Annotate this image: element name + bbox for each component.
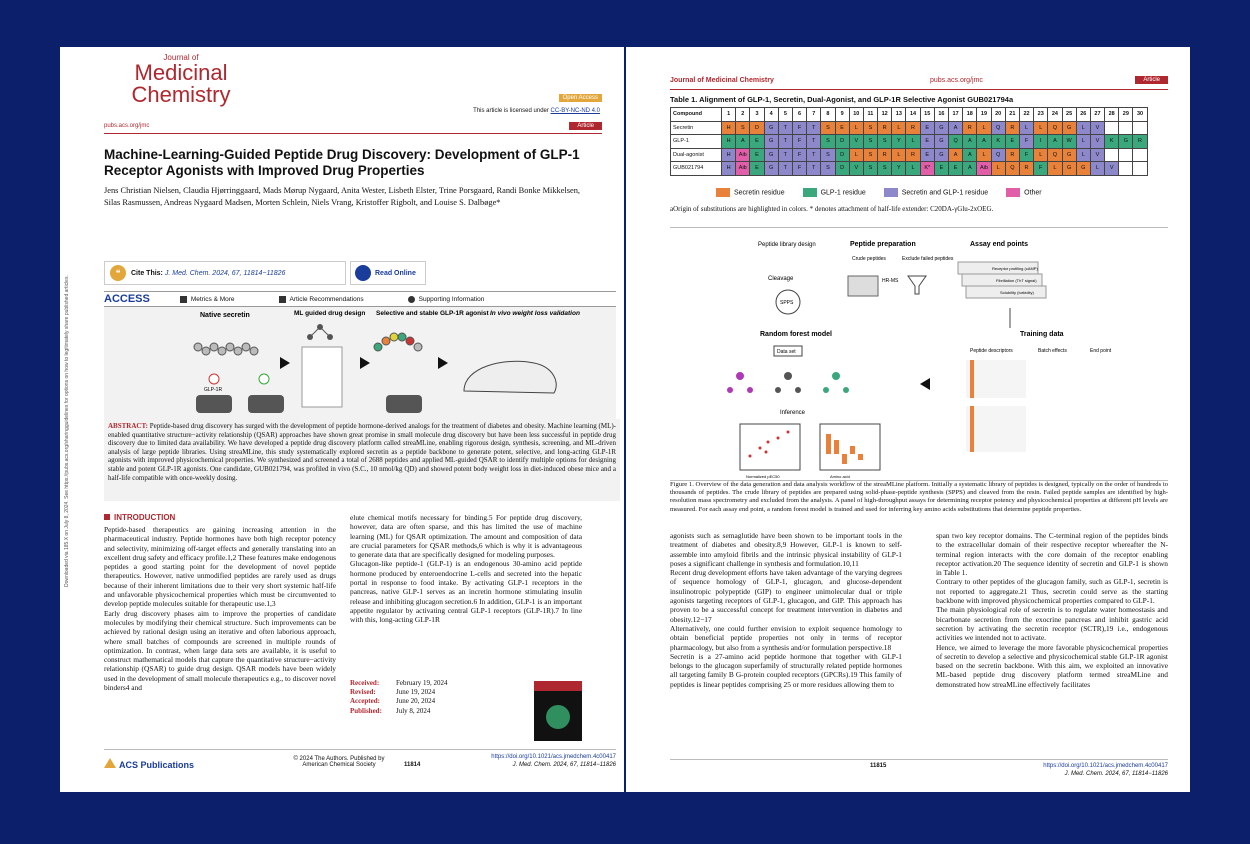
right-footer xyxy=(670,759,1168,777)
legend-label: Secretin residue xyxy=(734,189,785,197)
doi-link[interactable]: https://doi.org/10.1021/acs.jmedchem.4c00417 xyxy=(491,754,616,760)
legend-item xyxy=(884,188,988,197)
table-row xyxy=(671,162,1148,176)
residue-cell: G xyxy=(1119,135,1133,149)
acs-icon xyxy=(104,758,116,768)
residue-cell: A xyxy=(977,135,991,149)
legend-label: Other xyxy=(1024,189,1042,197)
fig-xlab: Normalized pEC50 xyxy=(746,474,780,479)
residue-cell: L xyxy=(1076,121,1090,135)
residue-cell: H xyxy=(722,135,736,149)
residue-cell: F xyxy=(1019,148,1033,162)
residue-cell xyxy=(1133,162,1147,176)
fig-endpoint-label: End point xyxy=(1090,348,1112,354)
residue-cell: H xyxy=(722,148,736,162)
residue-cell: A xyxy=(963,135,977,149)
residue-cell: E xyxy=(920,121,934,135)
residue-cell: L xyxy=(1090,162,1104,176)
residue-cell: Q xyxy=(991,148,1005,162)
residue-cell: L xyxy=(849,121,863,135)
metrics-link[interactable]: Metrics & More xyxy=(180,296,235,303)
table-header-row xyxy=(671,108,1148,122)
toc-ml-label: ML guided drug design xyxy=(294,310,366,317)
residue-cell: Y xyxy=(892,162,906,176)
agonist-chain xyxy=(374,333,422,351)
fig-batch-label: Batch effects xyxy=(1038,348,1067,354)
position-header: 9 xyxy=(835,108,849,122)
residue-cell: S xyxy=(878,135,892,149)
residue-cell: Aib xyxy=(977,162,991,176)
residue-cell: R xyxy=(878,148,892,162)
residue-cell: K* xyxy=(920,162,934,176)
acs-publications-logo: ACS Publications xyxy=(104,758,194,770)
residue-cell: S xyxy=(821,121,835,135)
legend-swatch xyxy=(716,188,730,197)
residue-cell: K xyxy=(991,135,1005,149)
residue-cell: G xyxy=(1062,121,1076,135)
position-header: 7 xyxy=(807,108,821,122)
residue-cell: R xyxy=(1005,148,1019,162)
table-row xyxy=(671,121,1148,135)
secretin-chain xyxy=(194,343,258,355)
table-footnote: aOrigin of substitutions are highlighted in colors. * denotes attachment of half-life extender: C20DA-γGlu-2xOEG. xyxy=(670,205,994,213)
residue-cell: S xyxy=(821,162,835,176)
residue-cell: V xyxy=(849,162,863,176)
residue-cell: W xyxy=(1062,135,1076,149)
site-url[interactable]: pubs.acs.org/jmc xyxy=(104,123,150,129)
position-header: 5 xyxy=(778,108,792,122)
fig-library-label: Peptide library design xyxy=(758,242,816,248)
residue-cell: S xyxy=(821,135,835,149)
minus-icon xyxy=(209,374,219,384)
residue-cell: D xyxy=(835,148,849,162)
residue-cell: D xyxy=(750,121,764,135)
position-header: 24 xyxy=(1048,108,1062,122)
residue-cell: S xyxy=(878,162,892,176)
page-number: 11814 xyxy=(404,762,421,768)
position-header: 20 xyxy=(991,108,1005,122)
fig-assay2-label: Fibrillation (ThT signal) xyxy=(996,278,1037,283)
body-column-2: span two key receptor domains. The C-terminal region of the peptides binds to the extracellular domain of their respective receptor whereafter the N-terminal region interacts with the core domain of the receptor enabling receptor activation.20 The sequence identity of secretin and GLP-1 is shown in Table 1. Contrary to other peptides of the glucagon family, such as GLP-1, secretin is not reported to aggregate.21 Thus, secretin could serve as the starting backbone with improved physicochemical properties compared to GLP-1. The main physiological role of secretin is to regulate water homeostasis and bicarbonate secretion from the exocrine pancreas and inhibit gastric acid secretion by activating the secretin receptor (SCTR),19 i.e., endogenous activities we intended not to activate. Hence, we aimed to leverage the more favorable physicochemical properties of secretin to develop a selective and physicochemical stable GLP-1R agonist based on the secretin backbone. With this aim, we exploited an innovative ML-based peptide drug discovery platform termed streaMLine and demonstrated how streaMLine effectively facilitates xyxy=(936,531,1168,689)
residue-cell: K xyxy=(1105,135,1119,149)
license-line: This article is licensed under CC-BY-NC-ND 4.0 xyxy=(473,108,600,114)
compound-name: GUB021794 xyxy=(671,162,722,176)
fig-spps-label: SPPS xyxy=(780,300,794,306)
legend-swatch xyxy=(884,188,898,197)
residue-cell: A xyxy=(963,162,977,176)
copyright: © 2024 The Authors. Published by American Chemical Society xyxy=(293,756,385,768)
intro-heading: INTRODUCTION xyxy=(104,513,175,522)
residue-cell: L xyxy=(1034,121,1048,135)
residue-cell: L xyxy=(906,135,920,149)
residue-cell: V xyxy=(1090,121,1104,135)
figure-1 xyxy=(670,227,1168,481)
doi-link[interactable]: https://doi.org/10.1021/acs.jmedchem.4c00417 xyxy=(1043,763,1168,769)
ml-tree-icon xyxy=(307,324,333,340)
position-header: 17 xyxy=(949,108,963,122)
residue-cell: H xyxy=(722,121,736,135)
arrow-icon xyxy=(280,357,290,369)
residue-cell: L xyxy=(849,148,863,162)
position-header: 16 xyxy=(934,108,948,122)
residue-cell: L xyxy=(1034,148,1048,162)
residue-cell: S xyxy=(863,162,877,176)
page-number: 11815 xyxy=(870,763,887,769)
residue-cell: E xyxy=(920,135,934,149)
position-header: 29 xyxy=(1119,108,1133,122)
residue-cell: T xyxy=(778,162,792,176)
residue-cell: G xyxy=(764,121,778,135)
residue-cell xyxy=(1119,121,1133,135)
residue-cell: L xyxy=(1076,135,1090,149)
residue-cell: Q xyxy=(991,121,1005,135)
residue-cell: Aib xyxy=(736,162,750,176)
residue-cell: G xyxy=(934,135,948,149)
fig-assay1-label: Receptor profiling (cAMP) xyxy=(992,266,1038,271)
residue-cell xyxy=(1119,148,1133,162)
position-header: 23 xyxy=(1034,108,1048,122)
residue-cell: V xyxy=(1090,135,1104,149)
position-header: 28 xyxy=(1105,108,1119,122)
toc-selective-label: Selective and stable GLP-1R agonist xyxy=(376,310,489,317)
residue-cell: L xyxy=(977,121,991,135)
position-header: 19 xyxy=(977,108,991,122)
residue-cell: F xyxy=(1034,162,1048,176)
residue-cell: R xyxy=(906,121,920,135)
residue-cell: G xyxy=(764,148,778,162)
header-rule xyxy=(104,133,602,134)
supporting-info-link[interactable]: Supporting Information xyxy=(408,296,485,303)
fig-dataset-label: Data set xyxy=(777,349,796,355)
table-legend xyxy=(716,188,1042,197)
position-header: 4 xyxy=(764,108,778,122)
section-square-icon xyxy=(104,514,110,520)
abstract: ABSTRACT: Peptide-based drug discovery has surged with the development of peptide hormone-derived analogs for the treatment of diabetes and obesity. Machine learning (ML)-enabled quantitative structure−activity relationship (QSAR) approaches have shown great promise in small molecule drug discovery but have been less successful in peptide drug discovery due to limited data availability. We have developed a peptide drug discovery platform called streaMLine, enabling rigorous design, synthesis, screening, and ML-driven analysis of large peptide libraries. Using streaMLine, this study systematically explored secretin as a peptide backbone to generate potent, selective, and long-acting GLP-1R agonists with improved physicochemical properties. We synthesized and screened a total of 2688 peptides and applied ML-guided QSAR to identify multiple options for designing stable and potent GLP-1R agonists. One candidate, GUB021794, was profiled in vivo (S.C., 10 nmol/kg QD) and showed potent body weight loss in diet-induced obese mice and a half-life compatible with once-weekly dosing. xyxy=(104,419,620,501)
position-header: 13 xyxy=(892,108,906,122)
residue-cell: F xyxy=(792,135,806,149)
globe-icon xyxy=(355,265,371,281)
fig-inference-label: Inference xyxy=(780,410,806,416)
position-header: 3 xyxy=(750,108,764,122)
residue-cell: I xyxy=(1034,135,1048,149)
date-row: Revised: June 19, 2024 xyxy=(350,688,436,697)
alignment-table xyxy=(670,107,1148,176)
residue-cell: R xyxy=(906,148,920,162)
body-column-1: agonists such as semaglutide have been shown to be important tools in the treatment of diabetes and obesity.8,9 However, GLP-1 is known to self-assemble into amyloid fibrils and the intrinsic physical instability of GLP-1 poses a significant challenge in synthesis and formulation.10,11 Recent drug development efforts have taken advantage of the varying degrees of sequence homology of GLP-1, glucagon, and glucose-dependent insulinotropic polypeptide (GIP) to engineer unimolecular dual or triple agonists targeting receptors of GLP-1, glucagon, and GIP. This approach has proven to be a successful concept for treatment intervention in diabetes and obesity.12−17 Alternatively, one could further envision to exploit sequence homology to obtain beneficial peptide properties not only in terms of receptor pharmacology, but also from a synthesis and/or formulation perspective.18 Secretin is a 27-amino acid peptide hormone that together with GLP-1 belongs to the glucagon superfamily of structurally related peptide hormones all targeting family B G-protein coupled receptors (GPCRs).19 This family of peptides is linear peptides comprising 25 or more residues allowing them to xyxy=(670,531,902,689)
residue-cell: S xyxy=(863,148,877,162)
arrow-icon xyxy=(360,357,370,369)
residue-cell: A xyxy=(736,135,750,149)
residue-cell: R xyxy=(963,121,977,135)
legend-swatch xyxy=(1006,188,1020,197)
residue-cell: Q xyxy=(1048,121,1062,135)
position-header: 22 xyxy=(1019,108,1033,122)
residue-cell: L xyxy=(1019,121,1033,135)
fig-crude-label: Crude peptides xyxy=(852,256,886,262)
position-header: 12 xyxy=(878,108,892,122)
legend-item xyxy=(716,188,785,197)
residue-cell xyxy=(1133,148,1147,162)
position-header: 27 xyxy=(1090,108,1104,122)
chart-icon xyxy=(180,296,187,303)
residue-cell: S xyxy=(863,121,877,135)
plus-icon xyxy=(259,374,269,384)
residue-cell: D xyxy=(835,135,849,149)
residue-cell: T xyxy=(807,121,821,135)
residue-cell: R xyxy=(1019,162,1033,176)
site-url[interactable]: pubs.acs.org/jmc xyxy=(930,77,983,84)
residue-cell: V xyxy=(1090,148,1104,162)
arrow-icon xyxy=(920,378,930,390)
residue-cell: S xyxy=(821,148,835,162)
fig-assay-label: Assay end points xyxy=(970,241,1028,248)
residue-cell: H xyxy=(722,162,736,176)
right-header xyxy=(670,77,1168,87)
residue-cell: G xyxy=(934,148,948,162)
residue-cell: E xyxy=(750,162,764,176)
residue-cell: A xyxy=(1048,135,1062,149)
figure-caption: Figure 1. Overview of the data generation and data analysis workflow of the streaMLine platform. Initially a systematic library of peptides is designed, typically on the order of hundreds to thousands of peptides. The crude library of peptides are prepared using solid-phase-peptide synthesis (SPPS) and cleaved from the resin. Failed peptide samples are identified by high-resolution mass spectrometry and excluded from the analysis. A panel of high-throughput assays for determining receptor potency and physicochemical properties at different pH levels are measured. For each assay end point, a random forest model is trained and used for inferring key amino acids substitutions that determine peptide properties. xyxy=(670,481,1168,513)
residue-cell: R xyxy=(1005,121,1019,135)
fig-exclude-label: Exclude failed peptides xyxy=(902,256,954,262)
fig-prep-label: Peptide preparation xyxy=(850,241,916,248)
residue-cell xyxy=(1133,121,1147,135)
residue-cell: T xyxy=(807,135,821,149)
residue-cell: L xyxy=(906,162,920,176)
residue-cell: V xyxy=(849,135,863,149)
intro-column-2: elute chemical motifs necessary for binding.5 For peptide drug discovery, however, data are often sparse, and this has limited the use of machine learning (ML) for QSAR optimization. The amount and composition of data are crucial parameters for QSAR methods,6 which is why it is advantageous to generate data that are specifically designed for modeling purposes. Glucagon-like peptide-1 (GLP-1) is an endogenous 30-amino acid peptide hormone produced by enteroendocrine L-cells and secreted into the hepatic portal in response to food intake. By activating GLP-1 receptors in the pancreas, native GLP-1 serves as an incretin hormone stimulating insulin release and inhibiting glucagon secretion.6 In addition, GLP-1 is an important appetite regulator by activating central GLP-1 receptors (GLP-1R).7 In line with this, long-acting GLP-1R xyxy=(350,513,582,625)
position-header: 30 xyxy=(1133,108,1147,122)
left-page xyxy=(60,47,624,792)
receptor-icon xyxy=(196,395,232,413)
residue-cell: E xyxy=(835,121,849,135)
header-rule xyxy=(670,89,1168,90)
intro-column-1: Peptide-based therapeutics are gaining increasing attention in the pharmaceutical industry. Peptide hormones have both high receptor potency and selectivity, minimizing off-target effects and generally translating into an excellent drug safety and efficacy profile.1,2 These features make endogenous peptides a good starting point for the development of novel peptide therapeutics. However, native unmodified peptides are rarely used as drugs because of their inherent limitations due to their very short systemic half-life and unfavorable physicochemical properties which must be circumvented to develop peptide molecules suitable for therapeutic use.1,3 Early drug discovery phases aim to improve the properties of candidate molecules by modifying their chemical structure. Such improvements can be achieved by rational design using an iterative and often laborious approach, where small batches of compounds are screened in multiple rounds of optimization. In contrast, when large data sets are available, it is useful to construct mathematical models that capture the quantitative structure−activity relationship (QSAR) to guide drug design. QSAR models have been widely used in the development of small molecule therapeutics e.g., to discover novel binders4 and xyxy=(104,525,336,693)
residue-cell: G xyxy=(764,162,778,176)
receptor-label: GLP-1R xyxy=(204,387,223,393)
article-dates xyxy=(350,679,490,716)
legend-item xyxy=(1006,188,1042,197)
position-header: 1 xyxy=(722,108,736,122)
residue-cell: T xyxy=(778,148,792,162)
compound-header: Compound xyxy=(671,108,722,122)
scatter-plot-icon xyxy=(740,424,800,470)
residue-cell: G xyxy=(1062,148,1076,162)
residue-cell: L xyxy=(892,121,906,135)
legend-label: GLP-1 residue xyxy=(820,189,866,197)
journal-logo: Journal of Medicinal Chemistry xyxy=(131,53,231,107)
residue-cell: F xyxy=(792,121,806,135)
residue-cell: E xyxy=(920,148,934,162)
position-header: 11 xyxy=(863,108,877,122)
access-label: ACCESS xyxy=(104,293,150,305)
residue-cell: G xyxy=(1076,162,1090,176)
legend-swatch xyxy=(803,188,817,197)
article-badge: Article xyxy=(569,122,602,130)
fig-desc-label: Peptide descriptors xyxy=(970,348,1013,354)
filter-icon xyxy=(908,276,926,294)
date-row: Received: February 19, 2024 xyxy=(350,679,448,687)
journal-ref: J. Med. Chem. 2024, 67, 11814−11826 xyxy=(512,762,616,768)
residue-cell: E xyxy=(750,148,764,162)
open-access-badge: Open Access xyxy=(559,94,602,102)
toc-native-label: Native secretin xyxy=(200,312,250,319)
position-header: 25 xyxy=(1062,108,1076,122)
compound-name: Secretin xyxy=(671,121,722,135)
residue-cell: S xyxy=(736,121,750,135)
residue-cell: V xyxy=(1105,162,1119,176)
receptor-icon xyxy=(386,395,422,413)
paper-title: Machine-Learning-Guided Peptide Drug Discovery: Development of GLP-1 Receptor Agonists with Improved Drug Properties xyxy=(104,147,580,178)
author-list: Jens Christian Nielsen, Claudia Hjørringgaard, Mads Mørup Nygaard, Anita Wester, Lisbeth Elster, Trine Porsgaard, Randi Bonke Mikkelsen, Silas Rasmussen, Andreas Nygaard Madsen, Morten Schlein, Niels Vrang, Kristoffer Rigbolt, and Louise S. Dalbøge* xyxy=(104,186,581,207)
position-header: 14 xyxy=(906,108,920,122)
residue-cell xyxy=(1119,162,1133,176)
info-icon xyxy=(408,296,415,303)
article-badge: Article xyxy=(1135,76,1168,84)
journal-cover-thumbnail[interactable] xyxy=(534,681,582,741)
residue-cell: A xyxy=(963,148,977,162)
legend-item xyxy=(803,188,866,197)
license-link[interactable]: CC-BY-NC-ND 4.0 xyxy=(550,108,600,114)
position-header: 18 xyxy=(963,108,977,122)
residue-cell: E xyxy=(1005,135,1019,149)
residue-cell: R xyxy=(878,121,892,135)
residue-cell: T xyxy=(807,162,821,176)
fig-ylab: Amino acid xyxy=(830,474,850,479)
residue-cell: Aib xyxy=(736,148,750,162)
residue-cell: F xyxy=(792,148,806,162)
residue-cell: G xyxy=(1062,162,1076,176)
arrow-icon xyxy=(438,357,448,369)
position-header: 15 xyxy=(920,108,934,122)
ml-report-icon xyxy=(302,347,342,407)
journal-ref: J. Med. Chem. 2024, 67, 11814−11826 xyxy=(1064,771,1168,777)
position-header: 21 xyxy=(1005,108,1019,122)
residue-cell: F xyxy=(792,162,806,176)
residue-cell xyxy=(1105,148,1119,162)
training-rows xyxy=(966,360,1026,452)
residue-cell: T xyxy=(778,135,792,149)
right-page xyxy=(626,47,1190,792)
residue-cell: G xyxy=(764,135,778,149)
table-row xyxy=(671,135,1148,149)
tree-icons xyxy=(727,372,849,393)
read-online-button[interactable]: Read Online xyxy=(350,261,426,285)
quote-icon: ❝ xyxy=(110,265,126,281)
residue-cell: A xyxy=(949,148,963,162)
residue-cell: Q xyxy=(1005,162,1019,176)
residue-cell: L xyxy=(1076,148,1090,162)
residue-cell: L xyxy=(892,148,906,162)
table-title: Table 1. Alignment of GLP-1, Secretin, Dual-Agonist, and GLP-1R Selective Agonist GUB021794a xyxy=(670,95,1014,104)
access-bar xyxy=(104,291,616,307)
residue-cell: L xyxy=(991,162,1005,176)
fig-training-label: Training data xyxy=(1020,331,1064,338)
position-header: 26 xyxy=(1076,108,1090,122)
residue-cell: D xyxy=(835,162,849,176)
residue-cell: L xyxy=(1048,162,1062,176)
table-row xyxy=(671,148,1148,162)
position-header: 10 xyxy=(849,108,863,122)
left-footer xyxy=(104,749,616,786)
compound-name: Dual-agonist xyxy=(671,148,722,162)
residue-cell: E xyxy=(934,162,948,176)
list-icon xyxy=(279,296,286,303)
residue-cell: R xyxy=(1133,135,1147,149)
residue-cell: T xyxy=(778,121,792,135)
journal-name: Journal of Medicinal Chemistry xyxy=(670,77,774,84)
residue-cell: T xyxy=(807,148,821,162)
residue-cell: A xyxy=(949,121,963,135)
plate-icon xyxy=(848,276,878,296)
fig-hrms-label: HR-MS xyxy=(882,278,899,284)
download-notice: Downloaded via 185.X on July 8, 2024. See https://pubs.acs.org/sharingguidelines for options on how to legitimately share published articles. xyxy=(64,275,70,587)
residue-cell: L xyxy=(977,148,991,162)
cite-this-box[interactable]: ❝ Cite This: J. Med. Chem. 2024, 67, 11814−11826 xyxy=(104,261,346,285)
fig-rf-label: Random forest model xyxy=(760,331,832,338)
residue-cell xyxy=(1105,121,1119,135)
fig-assay3-label: Solubility (turbidity) xyxy=(1000,290,1034,295)
position-header: 6 xyxy=(792,108,806,122)
toc-graphic xyxy=(104,307,616,419)
residue-cell: E xyxy=(750,135,764,149)
recommendations-link[interactable]: Article Recommendations xyxy=(279,296,364,303)
toc-invivo-label: In vivo weight loss validation xyxy=(490,310,580,317)
position-header: 2 xyxy=(736,108,750,122)
residue-cell: G xyxy=(934,121,948,135)
residue-cell: S xyxy=(863,135,877,149)
date-row: Accepted: June 20, 2024 xyxy=(350,697,436,706)
residue-cell: F xyxy=(1019,135,1033,149)
residue-cell: Q xyxy=(949,135,963,149)
fig-cleavage-label: Cleavage xyxy=(768,276,794,282)
residue-cell: Q xyxy=(1048,148,1062,162)
residue-cell: E xyxy=(949,162,963,176)
date-row: Published: July 8, 2024 xyxy=(350,706,431,715)
receptor-icon xyxy=(248,395,284,413)
compound-name: GLP-1 xyxy=(671,135,722,149)
position-header: 8 xyxy=(821,108,835,122)
residue-cell: Y xyxy=(892,135,906,149)
mouse-icon xyxy=(464,361,556,393)
legend-label: Secretin and GLP-1 residue xyxy=(901,189,989,197)
